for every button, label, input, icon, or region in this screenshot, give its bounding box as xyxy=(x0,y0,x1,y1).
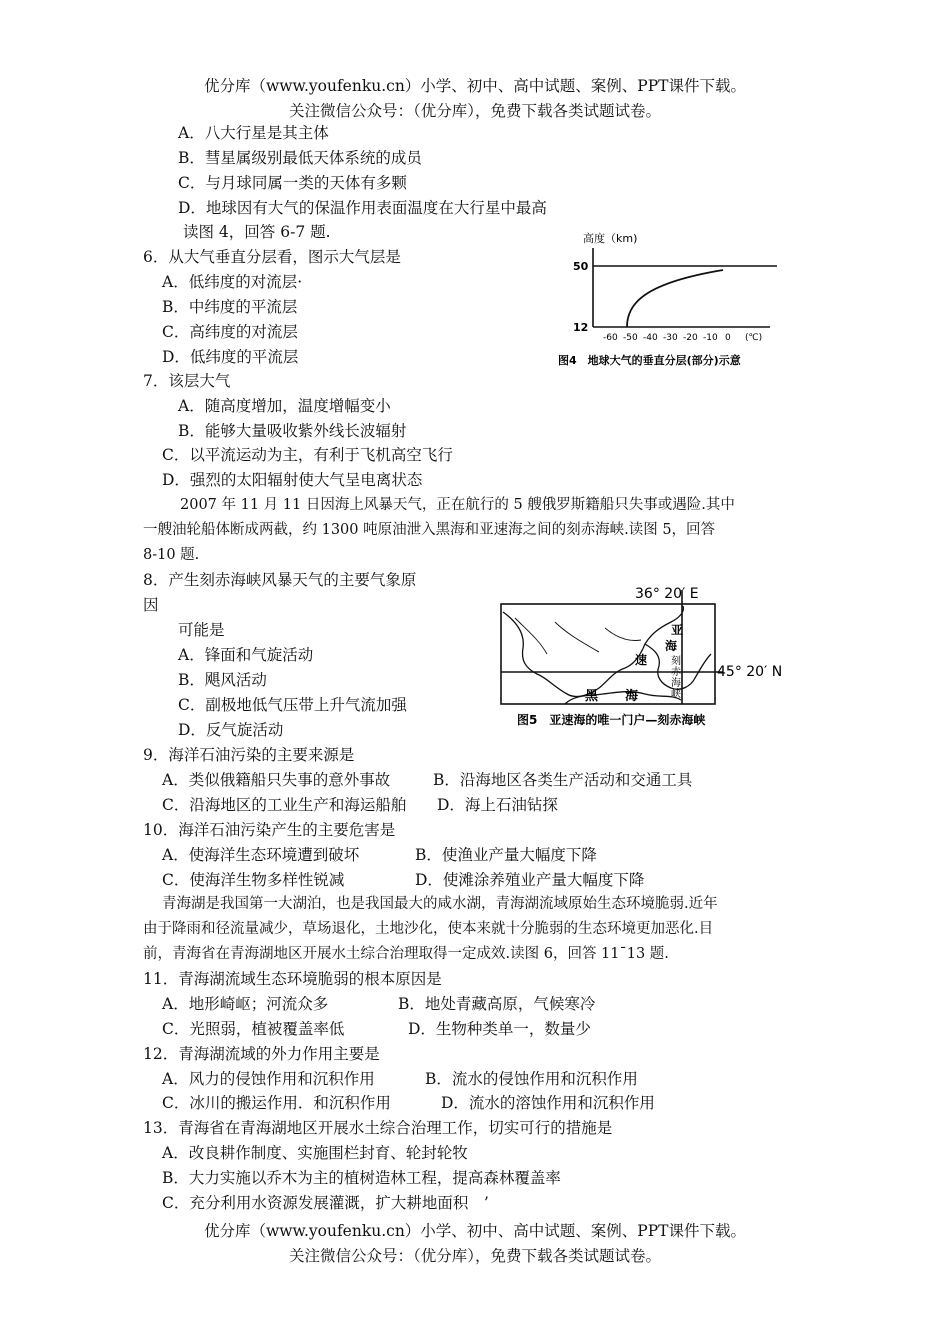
intro-fig4: 读图 4，回答 6-7 题. xyxy=(183,223,331,241)
q8-option-c: C．副极地低气压带上升气流加强 xyxy=(178,696,407,714)
passage1-line-1: 2007 年 11 月 11 日因海上风暴天气，正在航行的 5 艘俄罗斯籍船只失事或遇险.其中 xyxy=(180,497,735,513)
q8-option-b: B．飓风活动 xyxy=(178,671,267,689)
passage2-line-1: 青海湖是我国第一大湖泊，也是我国最大的咸水湖，青海湖流域原始生态环境脆弱.近年 xyxy=(162,896,718,912)
q7-option-c: C．以平流运动为主，有利于飞机高空飞行 xyxy=(162,446,453,464)
fig4-xtick-7: 0 xyxy=(725,333,731,343)
q9-stem: 9．海洋石油污染的主要来源是 xyxy=(143,746,355,764)
header-line-1: 优分库（www.youfenku.cn）小学、初中、高中试题、案例、PPT课件下载。 xyxy=(203,77,747,95)
fig4-xtick-3: -40 xyxy=(643,333,658,343)
fig5-label-xia: 峡 xyxy=(671,689,681,700)
q9-option-c: C．沿海地区的工业生产和海运船舶 xyxy=(162,796,407,814)
passage2-line-2: 由于降雨和径流量减少，草场退化，土地沙化，使本来就十分脆弱的生态环境更加恶化.目 xyxy=(143,921,714,937)
q13-option-a: A．改良耕作制度、实施围栏封育、轮封轮牧 xyxy=(162,1144,468,1162)
q5-option-d: D．地球因有大气的保温作用表面温度在大行星中最高 xyxy=(178,199,547,217)
fig5-caption: 图5 亚速海的唯一门户—刻赤海峡 xyxy=(517,713,706,727)
fig4-xtick-2: -50 xyxy=(623,333,638,343)
fig4-temperature-curve xyxy=(627,270,723,327)
q7-option-a: A．随高度增加，温度增幅变小 xyxy=(178,397,391,415)
q6-option-b: B．中纬度的平流层 xyxy=(162,298,298,316)
header-line-2: 关注微信公众号：（优分库），免费下载各类试题试卷。 xyxy=(288,102,661,120)
fig4-xtick-1: -60 xyxy=(603,333,618,343)
fig4-ylabel: 高度（km) xyxy=(583,232,638,245)
q8-stem-line-2: 因 xyxy=(143,596,159,614)
q5-option-c: C．与月球同属一类的天体有多颗 xyxy=(178,174,407,192)
q12-option-a: A．风力的侵蚀作用和沉积作用 xyxy=(162,1070,375,1088)
q12-stem: 12．青海湖流域的外力作用主要是 xyxy=(143,1045,380,1063)
fig4-xtick-5: -20 xyxy=(683,333,698,343)
q9-option-d: D．海上石油钻探 xyxy=(437,796,558,814)
q9-option-b: B．沿海地区各类生产活动和交通工具 xyxy=(433,771,693,789)
q5-option-a: A．八大行星是其主体 xyxy=(178,124,329,142)
q8-stem-line-3: 可能是 xyxy=(178,621,225,639)
q10-option-a: A．使海洋生态环境遭到破坏 xyxy=(162,846,360,864)
q7-option-b: B．能够大量吸收紫外线长波辐射 xyxy=(178,422,407,440)
q12-option-d: D．流水的溶蚀作用和沉积作用 xyxy=(441,1094,655,1112)
q11-option-a: A．地形崎岖；河流众多 xyxy=(162,995,329,1013)
fig4-xtick-4: -30 xyxy=(663,333,678,343)
fig4-x-unit: (℃) xyxy=(745,333,763,343)
q6-stem: 6．从大气垂直分层看，图示大气层是 xyxy=(143,248,401,266)
fig4-tick-12: 12 xyxy=(573,321,589,334)
q13-stem: 13．青海省在青海湖地区开展水土综合治理工作，切实可行的措施是 xyxy=(143,1119,613,1137)
figure-4 xyxy=(555,228,795,373)
passage1-line-2: 一艘油轮船体断成两截，约 1300 吨原油泄入黑海和亚速海之间的刻赤海峡.读图 5，回答 xyxy=(143,522,716,538)
fig5-label-hai3: 海 xyxy=(625,689,639,704)
q8-option-a: A．锋面和气旋活动 xyxy=(178,646,314,664)
fig5-label-hai: 海 xyxy=(665,639,678,653)
q7-option-d: D．强烈的太阳辐射使大气呈电离状态 xyxy=(162,471,423,489)
q10-option-d: D．使滩涂养殖业产量大幅度下降 xyxy=(415,871,645,889)
fig5-label-chi: 赤 xyxy=(671,667,681,678)
q12-option-c: C．冰川的搬运作用．和沉积作用 xyxy=(162,1094,391,1112)
fig4-tick-50: 50 xyxy=(573,260,589,273)
q10-option-c: C．使海洋生物多样性锐减 xyxy=(162,871,345,889)
q11-option-c: C．光照弱，植被覆盖率低 xyxy=(162,1020,345,1038)
figure-5 xyxy=(495,582,795,730)
fig5-label-hai2: 海 xyxy=(671,678,681,689)
q10-option-b: B．使渔业产量大幅度下降 xyxy=(415,846,597,864)
q11-option-d: D．生物种类单一，数量少 xyxy=(408,1020,591,1038)
q8-option-d: D．反气旋活动 xyxy=(178,721,284,739)
q13-option-c: C．充分利用水资源发展灌溉，扩大耕地面积 ’ xyxy=(162,1194,489,1212)
q7-stem: 7．该层大气 xyxy=(143,372,231,390)
q6-option-a: A．低纬度的对流层· xyxy=(162,273,303,291)
q11-option-b: B．地处青藏高原，气候寒冷 xyxy=(398,995,596,1013)
fig5-label-ya: 亚 xyxy=(671,623,684,637)
q13-option-b: B．大力实施以乔木为主的植树造林工程，提高森林覆盖率 xyxy=(162,1169,561,1187)
fig5-lon-label: 36° 20′ E xyxy=(635,586,699,602)
fig5-lat-label: 45° 20′ N xyxy=(717,664,783,680)
fig5-label-ke: 刻 xyxy=(671,656,681,667)
footer-line-2: 关注微信公众号：（优分库），免费下载各类试题试卷。 xyxy=(288,1247,661,1265)
q10-stem: 10．海洋石油污染产生的主要危害是 xyxy=(143,821,396,839)
fig4-xtick-6: -10 xyxy=(703,333,718,343)
q12-option-b: B．流水的侵蚀作用和沉积作用 xyxy=(425,1070,638,1088)
q9-option-a: A．类似俄籍船只失事的意外事故 xyxy=(162,771,391,789)
passage1-line-3: 8-10 题. xyxy=(143,547,200,563)
passage2-line-3: 前，青海省在青海湖地区开展水土综合治理取得一定成效.读图 6，回答 11¯13 题. xyxy=(143,946,669,962)
fig5-label-su: 速 xyxy=(635,653,648,667)
footer-line-1: 优分库（www.youfenku.cn）小学、初中、高中试题、案例、PPT课件下载。 xyxy=(203,1222,747,1240)
fig5-label-hei: 黑 xyxy=(585,689,599,704)
q11-stem: 11．青海湖流域生态环境脆弱的根本原因是 xyxy=(143,970,442,988)
q8-stem-line-1: 8．产生刻赤海峡风暴天气的主要气象原 xyxy=(143,571,417,589)
fig4-caption: 图4 地球大气的垂直分层(部分)示意 xyxy=(558,354,741,367)
q6-option-c: C．高纬度的对流层 xyxy=(162,323,298,341)
q6-option-d: D．低纬度的平流层 xyxy=(162,348,299,366)
q5-option-b: B．彗星属级别最低天体系统的成员 xyxy=(178,149,422,167)
